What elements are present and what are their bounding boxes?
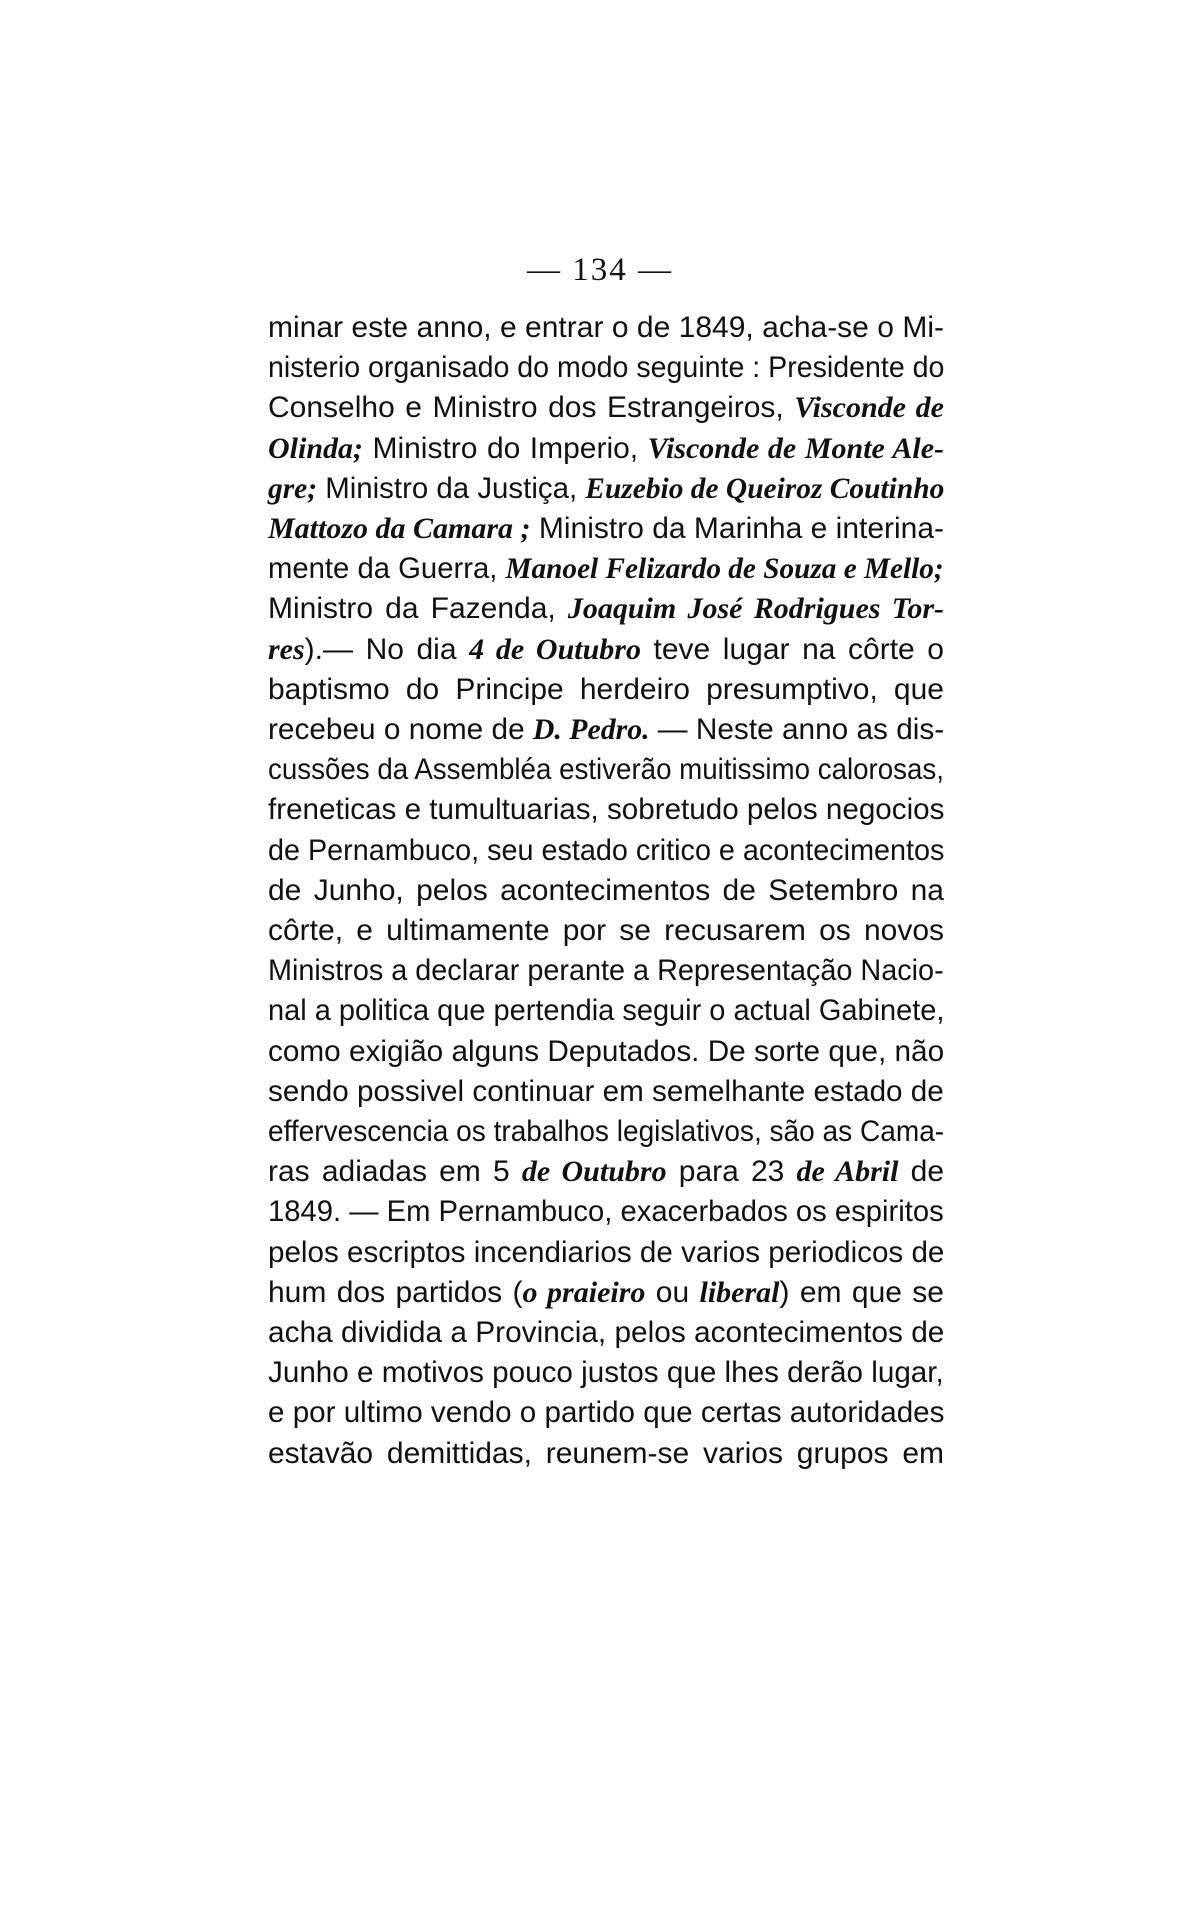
text-segment: cussões da Assembléa estiverão muitissimo calorosas, [268,753,944,787]
page-number: — 134 — [527,252,673,288]
text-segment: ras adiadas em 5 [268,1155,522,1189]
text-segment: Ministro da Justiça, [317,471,586,505]
text-line [268,750,944,790]
text-line [268,670,944,710]
italic-text: Joaquim José Rodrigues Tor- [567,592,944,626]
text-segment: ) em que se [779,1275,944,1309]
italic-text: 4 de Outubro [469,632,641,666]
italic-text: Visconde de [794,391,945,425]
italic-text: Olinda; [268,431,364,465]
italic-text: de Abril [796,1155,899,1189]
text-line [268,1273,944,1313]
text-segment: de [898,1155,945,1189]
text-segment: acha dividida a Provincia, pelos acontecimentos de [268,1315,945,1349]
text-segment: e por ultimo vendo o partido que certas autoridades [268,1396,945,1430]
text-line [268,308,944,348]
text-segment: de Junho, pelos acontecimentos de Setembro na [268,873,944,907]
text-segment: mente da Guerra, [268,552,506,586]
text-line [268,1112,944,1152]
text-line [268,509,944,549]
text-line [268,991,944,1031]
text-segment: — Neste anno as dis- [649,712,945,746]
text-line [268,1233,944,1273]
italic-text: de Outubro [521,1155,667,1189]
text-segment: Ministro da Marinha e interina- [530,511,945,545]
text-segment: ou [645,1275,700,1309]
italic-text: Manoel Felizardo de Souza e Mello; [505,552,944,586]
text-segment: de Pernambuco, seu estado critico e acontecimentos [268,833,945,867]
text-line [268,1152,944,1192]
body-text [268,308,944,1474]
italic-text: D. Pedro. [532,712,650,746]
text-segment: Junho e motivos pouco justos que lhes derão lugar, [268,1356,944,1390]
text-segment: Ministros a declarar perante a Representação Nacio- [268,954,944,988]
text-segment: côrte, e ultimamente por se recusarem os novos [268,913,944,947]
text-line [268,1434,944,1474]
text-segment: estavão demittidas, reunem-se varios grupos em [268,1436,944,1470]
text-segment: nal a politica que pertendia seguir o actual Gabinete, [268,994,945,1028]
text-line [268,1032,944,1072]
text-segment: recebeu o nome de [268,712,533,746]
text-segment: teve lugar na côrte o [640,632,944,666]
text-segment: minar este anno, e entrar o de 1849, acha-se o Mi- [268,311,944,344]
text-line [268,589,944,629]
text-segment: Ministro da Fazenda, [268,592,568,626]
text-segment: nisterio organisado do modo seguinte : Presidente do [268,351,945,385]
text-line [268,549,944,589]
text-segment: 1849. — Em Pernambuco, exacerbados os espiritos [268,1195,944,1229]
text-segment: Conselho e Ministro dos Estrangeiros, [268,391,795,425]
text-segment: hum dos partidos ( [268,1275,523,1309]
text-line [268,1393,944,1433]
italic-text: Euzebio de Queiroz Coutinho [585,471,945,505]
text-line [268,911,944,951]
text-segment: como exigião alguns Deputados. De sorte que, não [268,1034,945,1068]
italic-text: gre; [268,471,318,505]
text-line [268,1072,944,1112]
italic-text: o praieiro [522,1275,646,1309]
text-line [268,348,944,388]
text-segment: ).— No dia [304,632,470,666]
text-line [268,790,944,830]
text-line [268,831,944,871]
text-line [268,388,944,428]
text-line [268,1353,944,1393]
italic-text: Visconde de Monte Ale- [647,431,944,465]
italic-text: Mattozo da Camara ; [268,511,531,545]
text-segment: para 23 [666,1155,797,1189]
text-segment: pelos escriptos incendiarios de varios periodicos de [268,1235,945,1269]
italic-text: res [268,632,305,666]
text-line [268,871,944,911]
text-segment: freneticas e tumultuarias, sobretudo pelos negocios [268,793,945,827]
text-line [268,469,944,509]
text-line [268,1192,944,1232]
text-segment: effervescencia os trabalhos legislativos, são as Cama- [268,1114,945,1148]
italic-text: liberal [699,1275,780,1309]
text-segment: sendo possivel continuar em semelhante estado de [268,1074,944,1108]
text-line [268,951,944,991]
text-line [268,429,944,469]
text-line [268,710,944,750]
text-segment: baptismo do Principe herdeiro presumptivo, que [268,672,944,706]
text-segment: Ministro do Imperio, [363,431,648,465]
text-line [268,1313,944,1353]
text-line [268,630,944,670]
